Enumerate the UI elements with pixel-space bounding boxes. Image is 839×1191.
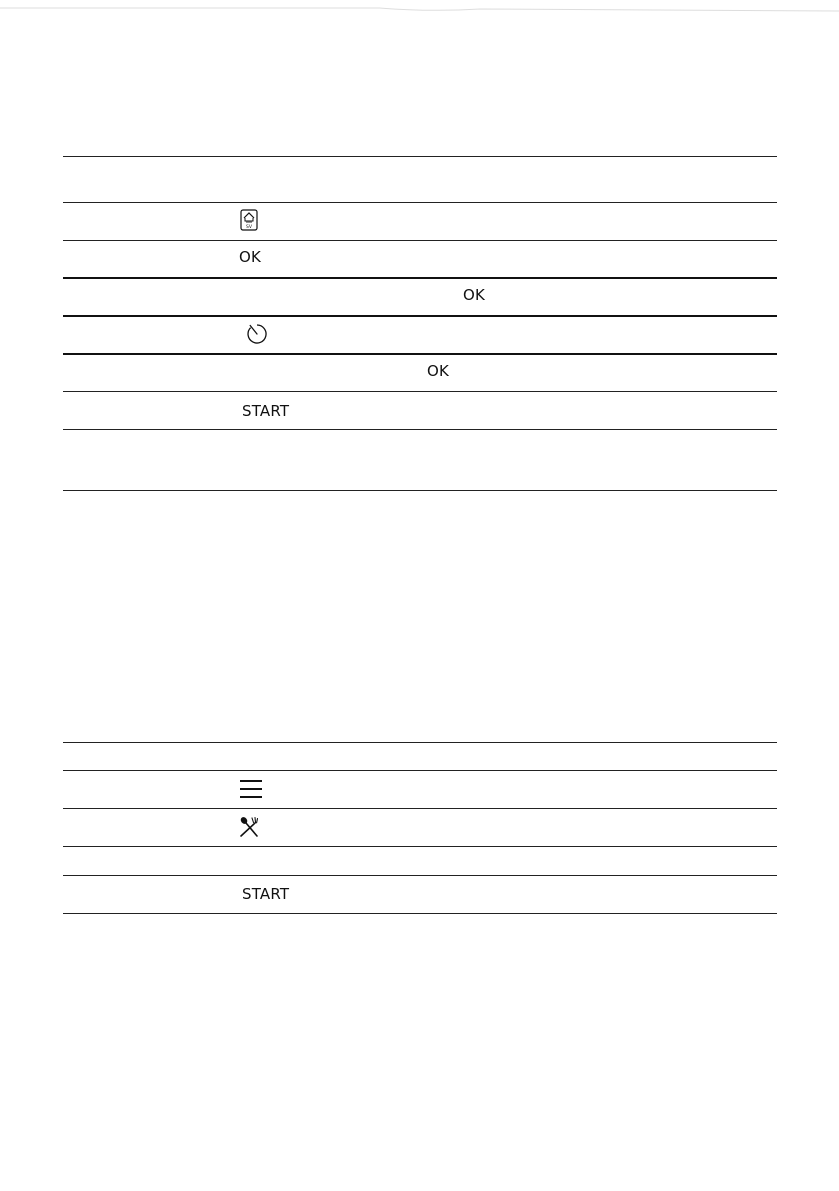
table-rule [63, 202, 777, 203]
table-rule [63, 156, 777, 157]
table-rule [63, 913, 777, 914]
menu-icon [239, 778, 263, 800]
table-rule [63, 875, 777, 876]
cutlery-icon [239, 816, 259, 838]
table-row [239, 777, 265, 801]
table-row [240, 207, 260, 233]
table-rule [63, 490, 777, 491]
table-rule [63, 742, 777, 743]
sous-vide-steam-icon [240, 209, 258, 231]
table-rule [63, 391, 777, 392]
svg-text:SV: SV [246, 225, 252, 230]
table-rule [63, 742, 145, 743]
table-row [246, 321, 270, 347]
table-rule [63, 240, 777, 241]
table-row [239, 815, 261, 839]
table-rule [63, 808, 777, 809]
ok-key-label: OK [463, 286, 486, 304]
table-rule [63, 770, 777, 771]
table-rule [63, 353, 777, 355]
table-rule [63, 846, 777, 847]
page-top-mark [0, 6, 839, 14]
table-rule [63, 429, 777, 430]
start-key-label: START [242, 402, 290, 420]
table-rule [63, 277, 777, 279]
ok-key-label: OK [427, 362, 450, 380]
timer-icon [246, 322, 268, 346]
start-key-label: START [242, 885, 290, 903]
table-rule [63, 315, 777, 317]
ok-key-label: OK [239, 248, 262, 266]
